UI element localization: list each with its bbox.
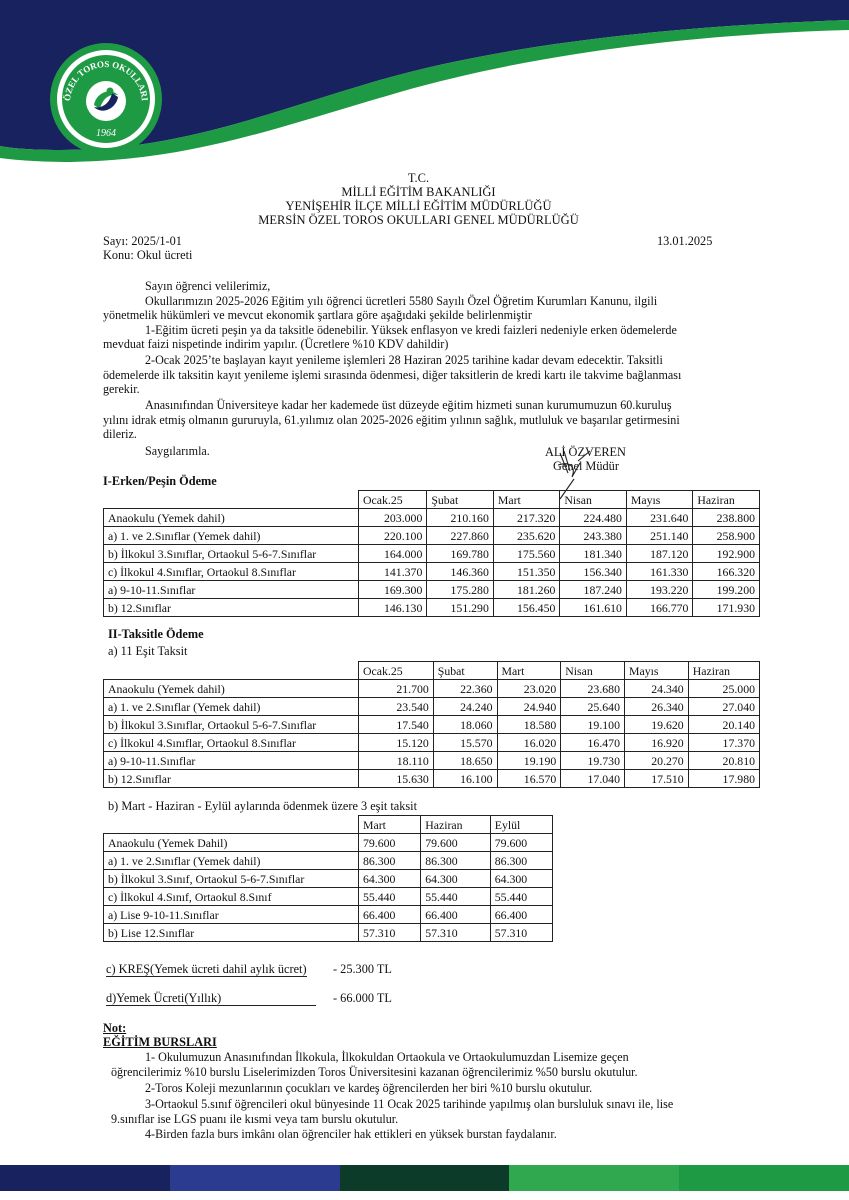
table-row bbox=[104, 924, 553, 942]
row-label: Anaokulu (Yemek dahil) bbox=[104, 509, 359, 527]
eleven-installment-table bbox=[103, 661, 760, 788]
fee-cell: 17.040 bbox=[561, 770, 625, 788]
month-header: Nisan bbox=[560, 491, 627, 509]
fee-cell: 164.000 bbox=[359, 545, 427, 563]
fee-cell: 156.450 bbox=[493, 599, 560, 617]
fee-cell: 26.340 bbox=[624, 698, 688, 716]
fee-cell: 161.330 bbox=[626, 563, 693, 581]
signer-name: ALİ ÖZVEREN bbox=[545, 445, 626, 459]
fee-cell: 181.260 bbox=[493, 581, 560, 599]
note-1-line-1: 1- Okulumuzun Anasınıfından İlkokula, İlkokuldan Ortaokula ve Ortaokulumuzdan Lisemize geçen bbox=[145, 1050, 629, 1064]
table-header-row bbox=[104, 816, 553, 834]
fee-cell: 79.600 bbox=[421, 834, 491, 852]
fee-cell: 224.480 bbox=[560, 509, 627, 527]
early-payment-table bbox=[103, 490, 760, 617]
document-subject: Konu: Okul ücreti bbox=[103, 248, 193, 262]
fee-cell: 175.560 bbox=[493, 545, 560, 563]
fee-cell: 227.860 bbox=[427, 527, 494, 545]
row-label: c) İlkokul 4.Sınıf, Ortaokul 8.Sınıf bbox=[104, 888, 359, 906]
fee-cell: 151.290 bbox=[427, 599, 494, 617]
month-header: Şubat bbox=[433, 662, 497, 680]
fee-cell: 18.110 bbox=[359, 752, 434, 770]
table-row bbox=[104, 752, 760, 770]
note-1-line-2: öğrencilerimiz %10 burslu Liselerimizden Toros Üniversitesini kazanan öğrencilerimiz %50 burslu okutulur. bbox=[111, 1065, 638, 1079]
fee-cell: 238.800 bbox=[693, 509, 760, 527]
fee-cell: 17.370 bbox=[688, 734, 759, 752]
table-row bbox=[104, 906, 553, 924]
fee-cell: 20.810 bbox=[688, 752, 759, 770]
table-row bbox=[104, 563, 760, 581]
fee-cell: 18.650 bbox=[433, 752, 497, 770]
fee-cell: 27.040 bbox=[688, 698, 759, 716]
meal-fee-label: d)Yemek Ücreti(Yıllık) bbox=[106, 991, 316, 1006]
table-row bbox=[104, 852, 553, 870]
row-label: c) İlkokul 4.Sınıflar, Ortaokul 8.Sınıflar bbox=[104, 563, 359, 581]
row-label: c) İlkokul 4.Sınıflar, Ortaokul 8.Sınıflar bbox=[104, 734, 359, 752]
fee-cell: 55.440 bbox=[359, 888, 421, 906]
row-label: b) Lise 12.Sınıflar bbox=[104, 924, 359, 942]
logo-brand-text: ÖZEL TOROS OKULLARI bbox=[61, 58, 150, 102]
meal-fee-value: - 66.000 TL bbox=[333, 991, 392, 1005]
fee-cell: 86.300 bbox=[421, 852, 491, 870]
table-header-row bbox=[104, 491, 760, 509]
fee-cell: 141.370 bbox=[359, 563, 427, 581]
heading-school: MERSİN ÖZEL TOROS OKULLARI GENEL MÜDÜRLÜĞÜ bbox=[258, 213, 579, 227]
fee-cell: 64.300 bbox=[490, 870, 552, 888]
table-row bbox=[104, 770, 760, 788]
fee-cell: 203.000 bbox=[359, 509, 427, 527]
paragraph-3-line-1: 2-Ocak 2025’te başlayan kayıt yenileme işlemleri 28 Haziran 2025 tarihine kadar devam edecektir. Taksitli bbox=[145, 353, 663, 367]
document-date: 13.01.2025 bbox=[657, 234, 713, 248]
fee-cell: 235.620 bbox=[493, 527, 560, 545]
fee-cell: 20.270 bbox=[624, 752, 688, 770]
row-label: Anaokulu (Yemek Dahil) bbox=[104, 834, 359, 852]
fee-cell: 79.600 bbox=[490, 834, 552, 852]
row-label: Anaokulu (Yemek dahil) bbox=[104, 680, 359, 698]
fee-cell: 18.580 bbox=[497, 716, 561, 734]
table-row bbox=[104, 734, 760, 752]
paragraph-1-line-1: Okullarımızın 2025-2026 Eğitim yılı öğrenci ücretleri 5580 Sayılı Özel Öğretim Kurumları Kanunu, ilgili bbox=[145, 294, 658, 308]
signer-title: Genel Müdür bbox=[553, 459, 619, 473]
note-2: 2-Toros Koleji mezunlarının çocukları ve kardeş öğrencilerden her biri %10 burslu okutulur. bbox=[145, 1081, 593, 1095]
row-label: a) 1. ve 2.Sınıflar (Yemek dahil) bbox=[104, 698, 359, 716]
three-installment-table bbox=[103, 815, 553, 942]
fee-cell: 64.300 bbox=[421, 870, 491, 888]
fee-cell: 151.350 bbox=[493, 563, 560, 581]
fee-cell: 175.280 bbox=[427, 581, 494, 599]
row-label: b) İlkokul 3.Sınıf, Ortaokul 5-6-7.Sınıflar bbox=[104, 870, 359, 888]
month-header: Mayıs bbox=[624, 662, 688, 680]
table-row bbox=[104, 599, 760, 617]
row-label: a) 1. ve 2.Sınıflar (Yemek dahil) bbox=[104, 852, 359, 870]
fee-cell: 17.510 bbox=[624, 770, 688, 788]
fee-cell: 146.130 bbox=[359, 599, 427, 617]
table-row bbox=[104, 545, 760, 563]
row-label: b) 12.Sınıflar bbox=[104, 599, 359, 617]
fee-cell: 199.200 bbox=[693, 581, 760, 599]
fee-cell: 57.310 bbox=[359, 924, 421, 942]
fee-cell: 251.140 bbox=[626, 527, 693, 545]
section-3-subtitle: b) Mart - Haziran - Eylül aylarında ödenmek üzere 3 eşit taksit bbox=[108, 799, 418, 813]
fee-cell: 166.770 bbox=[626, 599, 693, 617]
fee-cell: 22.360 bbox=[433, 680, 497, 698]
table-row bbox=[104, 870, 553, 888]
fee-cell: 66.400 bbox=[359, 906, 421, 924]
month-header: Mart bbox=[359, 816, 421, 834]
fee-cell: 86.300 bbox=[490, 852, 552, 870]
note-3-line-1: 3-Ortaokul 5.sınıf öğrencileri okul bünyesinde 11 Ocak 2025 tarihinde yapılmış olan bursluluk sınavı ile, lise bbox=[145, 1097, 674, 1111]
fee-cell: 24.940 bbox=[497, 698, 561, 716]
fee-cell: 193.220 bbox=[626, 581, 693, 599]
table-header-row bbox=[104, 662, 760, 680]
fee-cell: 57.310 bbox=[490, 924, 552, 942]
fee-cell: 161.610 bbox=[560, 599, 627, 617]
section-2-title: II-Taksitle Ödeme bbox=[108, 627, 204, 641]
note-3-line-2: 9.sınıflar ise LGS puanı ile kısmi veya tam burslu okutulur. bbox=[111, 1112, 399, 1126]
table-row bbox=[104, 527, 760, 545]
fee-cell: 15.570 bbox=[433, 734, 497, 752]
fee-cell: 243.380 bbox=[560, 527, 627, 545]
fee-cell: 217.320 bbox=[493, 509, 560, 527]
fee-cell: 19.190 bbox=[497, 752, 561, 770]
fee-cell: 23.020 bbox=[497, 680, 561, 698]
fee-cell: 16.100 bbox=[433, 770, 497, 788]
section-2-subtitle: a) 11 Eşit Taksit bbox=[108, 644, 188, 658]
paragraph-2-line-2: mevduat faizi nispetinde indirim yapılır. (Ücretlere %10 KDV dahildir) bbox=[103, 337, 449, 351]
fee-cell: 79.600 bbox=[359, 834, 421, 852]
fee-cell: 16.920 bbox=[624, 734, 688, 752]
fee-cell: 18.060 bbox=[433, 716, 497, 734]
month-header: Haziran bbox=[693, 491, 760, 509]
school-logo bbox=[50, 43, 162, 155]
row-label: b) İlkokul 3.Sınıflar, Ortaokul 5-6-7.Sınıflar bbox=[104, 545, 359, 563]
table-row bbox=[104, 716, 760, 734]
fee-cell: 192.900 bbox=[693, 545, 760, 563]
fee-cell: 166.320 bbox=[693, 563, 760, 581]
row-label: a) 1. ve 2.Sınıflar (Yemek dahil) bbox=[104, 527, 359, 545]
paragraph-2-line-1: 1-Eğitim ücreti peşin ya da taksitle ödenebilir. Yüksek enflasyon ve kredi faizleri nedeniyle erken ödemelerde bbox=[145, 323, 677, 337]
row-label: b) İlkokul 3.Sınıflar, Ortaokul 5-6-7.Sınıflar bbox=[104, 716, 359, 734]
month-header: Haziran bbox=[688, 662, 759, 680]
document-number: Sayı: 2025/1-01 bbox=[103, 234, 182, 248]
row-label: a) 9-10-11.Sınıflar bbox=[104, 581, 359, 599]
paragraph-3-line-3: gerekir. bbox=[103, 382, 140, 396]
paragraph-4-line-1: Anasınıfından Üniversiteye kadar her kademede üst düzeyde eğitim hizmeti sunan kurumumuzun 60.kuruluş bbox=[145, 398, 672, 412]
fee-cell: 25.640 bbox=[561, 698, 625, 716]
fee-cell: 23.540 bbox=[359, 698, 434, 716]
paragraph-3-line-2: ödemelerde ilk taksitin kayıt yenileme işlemi sırasında ödenmesi, diğer taksitlerin de kredi kartı ile takvime bağlanması bbox=[103, 368, 682, 382]
fee-cell: 187.120 bbox=[626, 545, 693, 563]
table-row bbox=[104, 698, 760, 716]
row-label: a) Lise 9-10-11.Sınıflar bbox=[104, 906, 359, 924]
scholarships-title: EĞİTİM BURSLARI bbox=[103, 1035, 217, 1049]
fee-cell: 25.000 bbox=[688, 680, 759, 698]
fee-cell: 210.160 bbox=[427, 509, 494, 527]
fee-cell: 171.930 bbox=[693, 599, 760, 617]
month-header: Ocak.25 bbox=[359, 491, 427, 509]
fee-cell: 86.300 bbox=[359, 852, 421, 870]
section-1-title: I-Erken/Peşin Ödeme bbox=[103, 474, 217, 488]
paragraph-4-line-2: yılını idrak etmiş olmanın gururuyla, 61.yılımız olan 2025-2026 eğitim yılının sağlık, mutluluk ve başarılar getirmesini bbox=[103, 413, 680, 427]
table-row bbox=[104, 581, 760, 599]
kres-fee-value: - 25.300 TL bbox=[333, 962, 392, 976]
fee-cell: 15.120 bbox=[359, 734, 434, 752]
fee-cell: 21.700 bbox=[359, 680, 434, 698]
heading-tc: T.C. bbox=[407, 171, 430, 185]
fee-cell: 16.020 bbox=[497, 734, 561, 752]
heading-district: YENİŞEHİR İLÇE MİLLİ EĞİTİM MÜDÜRLÜĞÜ bbox=[285, 199, 552, 213]
table-row bbox=[104, 888, 553, 906]
fee-cell: 19.730 bbox=[561, 752, 625, 770]
fee-cell: 181.340 bbox=[560, 545, 627, 563]
month-header: Mayıs bbox=[626, 491, 693, 509]
fee-cell: 20.140 bbox=[688, 716, 759, 734]
month-header: Mart bbox=[493, 491, 560, 509]
fee-cell: 66.400 bbox=[490, 906, 552, 924]
note-4: 4-Birden fazla burs imkânı olan öğrenciler hak ettikleri en yüksek burstan faydalanır. bbox=[145, 1127, 557, 1141]
month-header: Nisan bbox=[561, 662, 625, 680]
fee-cell: 15.630 bbox=[359, 770, 434, 788]
paragraph-1-line-2: yönetmelik hükümleri ve mevcut ekonomik şartlara göre aşağıdaki şekilde belirlenmiştir bbox=[103, 308, 532, 322]
fee-cell: 169.780 bbox=[427, 545, 494, 563]
row-label: b) 12.Sınıflar bbox=[104, 770, 359, 788]
fee-cell: 146.360 bbox=[427, 563, 494, 581]
row-label: a) 9-10-11.Sınıflar bbox=[104, 752, 359, 770]
fee-cell: 220.100 bbox=[359, 527, 427, 545]
month-header: Eylül bbox=[490, 816, 552, 834]
month-header: Haziran bbox=[421, 816, 491, 834]
note-label: Not: bbox=[103, 1021, 127, 1035]
closing: Saygılarımla. bbox=[145, 444, 210, 458]
paragraph-4-line-3: dileriz. bbox=[103, 427, 137, 441]
fee-cell: 23.680 bbox=[561, 680, 625, 698]
fee-cell: 17.980 bbox=[688, 770, 759, 788]
kres-fee-label: c) KREŞ(Yemek ücreti dahil aylık ücret) bbox=[106, 962, 307, 976]
fee-cell: 187.240 bbox=[560, 581, 627, 599]
fee-cell: 66.400 bbox=[421, 906, 491, 924]
table-row bbox=[104, 834, 553, 852]
fee-cell: 156.340 bbox=[560, 563, 627, 581]
fee-cell: 17.540 bbox=[359, 716, 434, 734]
fee-cell: 19.620 bbox=[624, 716, 688, 734]
table-row bbox=[104, 509, 760, 527]
month-header: Ocak.25 bbox=[359, 662, 434, 680]
month-header: Mart bbox=[497, 662, 561, 680]
fee-cell: 19.100 bbox=[561, 716, 625, 734]
fee-cell: 24.240 bbox=[433, 698, 497, 716]
fee-cell: 16.570 bbox=[497, 770, 561, 788]
fee-cell: 55.440 bbox=[490, 888, 552, 906]
fee-cell: 64.300 bbox=[359, 870, 421, 888]
greeting: Sayın öğrenci velilerimiz, bbox=[145, 279, 271, 293]
fee-cell: 24.340 bbox=[624, 680, 688, 698]
fee-cell: 258.900 bbox=[693, 527, 760, 545]
fee-cell: 231.640 bbox=[626, 509, 693, 527]
month-header: Şubat bbox=[427, 491, 494, 509]
table-row bbox=[104, 680, 760, 698]
footer-color-bar bbox=[0, 1165, 849, 1191]
logo-year: 1964 bbox=[96, 128, 116, 139]
heading-ministry: MİLLİ EĞİTİM BAKANLIĞI bbox=[341, 185, 496, 199]
fee-cell: 57.310 bbox=[421, 924, 491, 942]
fee-cell: 169.300 bbox=[359, 581, 427, 599]
fee-cell: 16.470 bbox=[561, 734, 625, 752]
fee-cell: 55.440 bbox=[421, 888, 491, 906]
